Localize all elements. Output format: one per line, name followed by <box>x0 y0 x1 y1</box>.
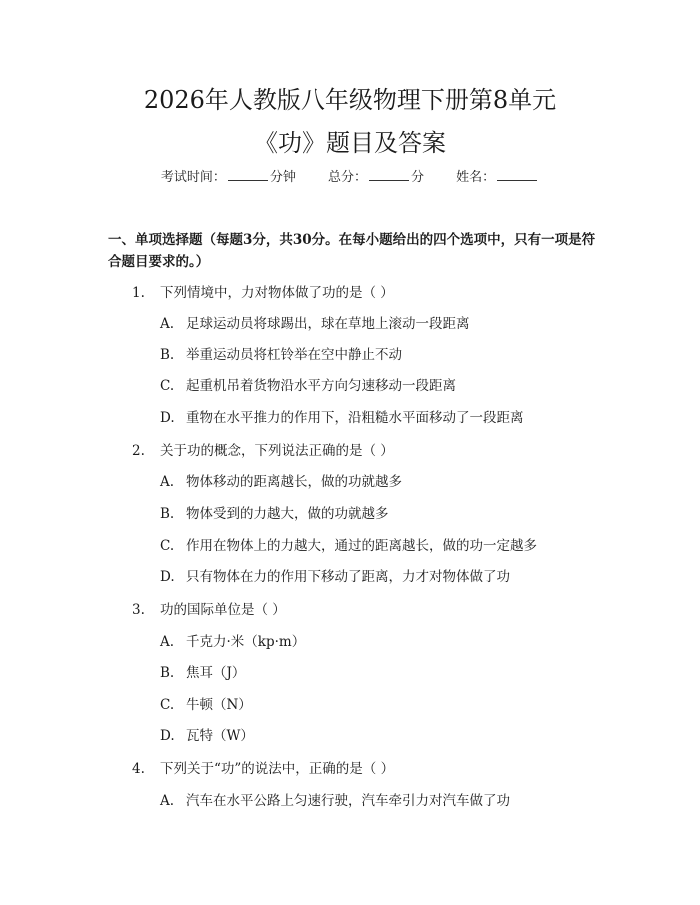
option-2a <box>160 472 402 492</box>
exam-time-blank <box>228 168 268 181</box>
option-text: 只有物体在力的作用下移动了距离，力才对物体做了功 <box>186 569 510 585</box>
option-text: 牛顿（N） <box>186 697 252 713</box>
option-3d <box>160 726 254 746</box>
page-title-line1: 2026年人教版八年级物理下册第8单元 <box>143 86 557 114</box>
option-text: 作用在物体上的力越大，通过的距离越长，做的功一定越多 <box>186 538 537 554</box>
question-2 <box>132 441 394 461</box>
option-3c <box>160 695 252 715</box>
option-1d <box>160 408 524 428</box>
option-3b <box>160 663 245 683</box>
option-letter: A. <box>160 634 175 650</box>
question-text: 功的国际单位是（ ） <box>160 602 286 618</box>
page-title-line2: 《功》题目及答案 <box>254 129 446 157</box>
student-name-label: 姓名： <box>456 170 496 185</box>
option-letter: C. <box>160 697 175 713</box>
section-heading: 一、单项选择题（每题3分，共30分。在每小题给出的四个选项中，只有一项是符合题目要求的。） <box>108 232 596 270</box>
option-letter: B. <box>160 347 175 363</box>
question-number: 2. <box>132 443 145 459</box>
option-text: 物体受到的力越大，做的功就越多 <box>186 506 389 522</box>
option-letter: C. <box>160 378 175 394</box>
option-text: 汽车在水平公路上匀速行驶，汽车牵引力对汽车做了功 <box>186 793 510 809</box>
student-name-blank <box>497 168 537 181</box>
option-1a <box>160 314 470 334</box>
option-letter: D. <box>160 410 175 426</box>
question-text: 下列情境中，力对物体做了功的是（ ） <box>160 285 394 301</box>
option-text: 重物在水平推力的作用下，沿粗糙水平面移动了一段距离 <box>186 410 524 426</box>
question-text: 关于功的概念，下列说法正确的是（ ） <box>160 443 394 459</box>
option-2b <box>160 504 389 524</box>
student-name <box>456 170 539 185</box>
option-4a <box>160 791 510 811</box>
total-score-unit: 分 <box>411 170 425 185</box>
exam-time <box>161 170 300 185</box>
exam-meta <box>0 168 700 188</box>
total-score-blank <box>369 168 409 181</box>
option-1b <box>160 345 402 365</box>
question-4 <box>132 759 394 779</box>
exam-time-unit: 分钟 <box>269 170 296 185</box>
exam-time-label: 考试时间： <box>160 170 226 185</box>
option-text: 瓦特（W） <box>186 728 254 744</box>
question-number: 4. <box>132 761 145 777</box>
option-letter: A. <box>160 793 175 809</box>
option-3a <box>160 632 305 652</box>
option-text: 物体移动的距离越长，做的功就越多 <box>186 474 402 490</box>
option-letter: D. <box>160 728 175 744</box>
question-number: 1. <box>132 285 145 301</box>
option-text: 举重运动员将杠铃举在空中静止不动 <box>186 347 402 363</box>
option-text: 焦耳（J） <box>186 665 246 681</box>
question-1 <box>132 283 394 303</box>
question-number: 3. <box>132 602 145 618</box>
option-letter: A. <box>160 316 175 332</box>
question-3 <box>132 600 286 620</box>
option-text: 千克力·米（kp·m） <box>186 634 306 650</box>
total-score-label: 总分： <box>327 170 367 185</box>
option-letter: D. <box>160 569 175 585</box>
option-text: 足球运动员将球踢出，球在草地上滚动一段距离 <box>186 316 470 332</box>
option-2c <box>160 536 537 556</box>
option-letter: B. <box>160 665 175 681</box>
option-text: 起重机吊着货物沿水平方向匀速移动一段距离 <box>186 378 456 394</box>
option-1c <box>160 376 456 396</box>
option-letter: C. <box>160 538 175 554</box>
option-letter: A. <box>160 474 175 490</box>
total-score <box>328 170 428 185</box>
option-2d <box>160 567 510 587</box>
question-text: 下列关于“功”的说法中，正确的是（ ） <box>160 761 395 777</box>
option-letter: B. <box>160 506 175 522</box>
